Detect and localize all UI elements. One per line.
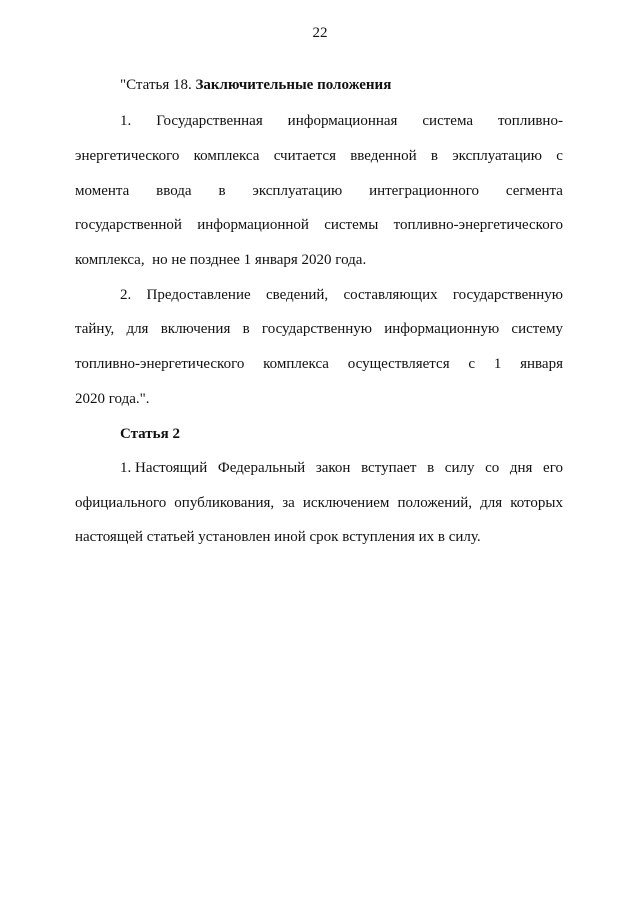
word: введенной (350, 148, 417, 164)
article-18-p1-line5: комплекса, но не позднее 1 января 2020 года. (75, 252, 367, 268)
word: которых (510, 495, 563, 511)
word: считается (273, 148, 336, 164)
article-18-p2-line3 (75, 355, 563, 373)
word: вступает (361, 460, 417, 476)
word: января (520, 356, 563, 372)
article-2-p1-line1 (120, 459, 563, 477)
word: государственной (75, 217, 182, 233)
word: государственную (261, 321, 373, 337)
word: топливно- (497, 113, 563, 129)
word: за (282, 495, 295, 511)
word: интеграционного (369, 183, 480, 199)
word: для (126, 321, 149, 337)
word: информационная (287, 113, 398, 129)
article-2-p1-line2 (75, 494, 563, 512)
word: информационной (197, 217, 309, 233)
article-2-p1-line3: настоящей статьей установлен иной срок вступления их в силу. (75, 529, 481, 545)
word: исключением (302, 495, 390, 511)
word: Государственная (156, 113, 263, 129)
word: дня (509, 460, 533, 476)
word: момента (75, 183, 130, 199)
article-18-p2-line4: 2020 года.". (75, 391, 150, 407)
word: в (242, 321, 250, 337)
word: Федеральный (217, 460, 306, 476)
word: информационную (384, 321, 500, 337)
word: тайну, (75, 321, 115, 337)
word: системы (324, 217, 379, 233)
word: составляющих (343, 287, 438, 303)
word: в (427, 460, 435, 476)
word: комплекса (193, 148, 260, 164)
word: система (422, 113, 473, 129)
word: включения (160, 321, 231, 337)
word: комплекса (263, 356, 329, 372)
word: осуществляется (347, 356, 450, 372)
p2-number: 2. (120, 287, 132, 303)
article-18-p1-line4 (75, 216, 563, 234)
article-18-p1-line1 (120, 112, 563, 130)
p1-number: 1. (120, 113, 132, 129)
word: в (218, 183, 226, 199)
word: топливно-энергетического (75, 356, 245, 372)
word: Предоставление (146, 287, 251, 303)
article-18-p1-line2 (75, 147, 563, 165)
article-18-p2-line1 (120, 286, 563, 304)
word: эксплуатацию (452, 148, 542, 164)
word: систему (511, 321, 563, 337)
word: ввода (156, 183, 192, 199)
word: государственную (452, 287, 563, 303)
word: топливно-энергетического (393, 217, 563, 233)
word: официального (75, 495, 167, 511)
word: 1. Настоящий (120, 460, 208, 476)
word: его (543, 460, 563, 476)
page-number: 22 (312, 25, 328, 41)
word: силу (444, 460, 475, 476)
article-18-heading (120, 76, 391, 94)
word: с (556, 148, 563, 164)
word: сегмента (505, 183, 563, 199)
article-18-title: Заключительные положения (195, 77, 392, 93)
word: для (480, 495, 503, 511)
word: с (468, 356, 476, 372)
word: сведений, (265, 287, 329, 303)
word: опубликования, (174, 495, 275, 511)
article-18-prefix: "Статья 18. (120, 77, 196, 93)
word: эксплуатацию (252, 183, 343, 199)
word: положений, (397, 495, 473, 511)
word: энергетического (75, 148, 180, 164)
word: 1 (493, 356, 502, 372)
article-2-heading: Статья 2 (120, 426, 180, 442)
word: со (485, 460, 500, 476)
article-18-p2-line2 (75, 320, 563, 338)
word: закон (315, 460, 351, 476)
word: в (430, 148, 438, 164)
article-18-p1-line3 (75, 182, 563, 200)
